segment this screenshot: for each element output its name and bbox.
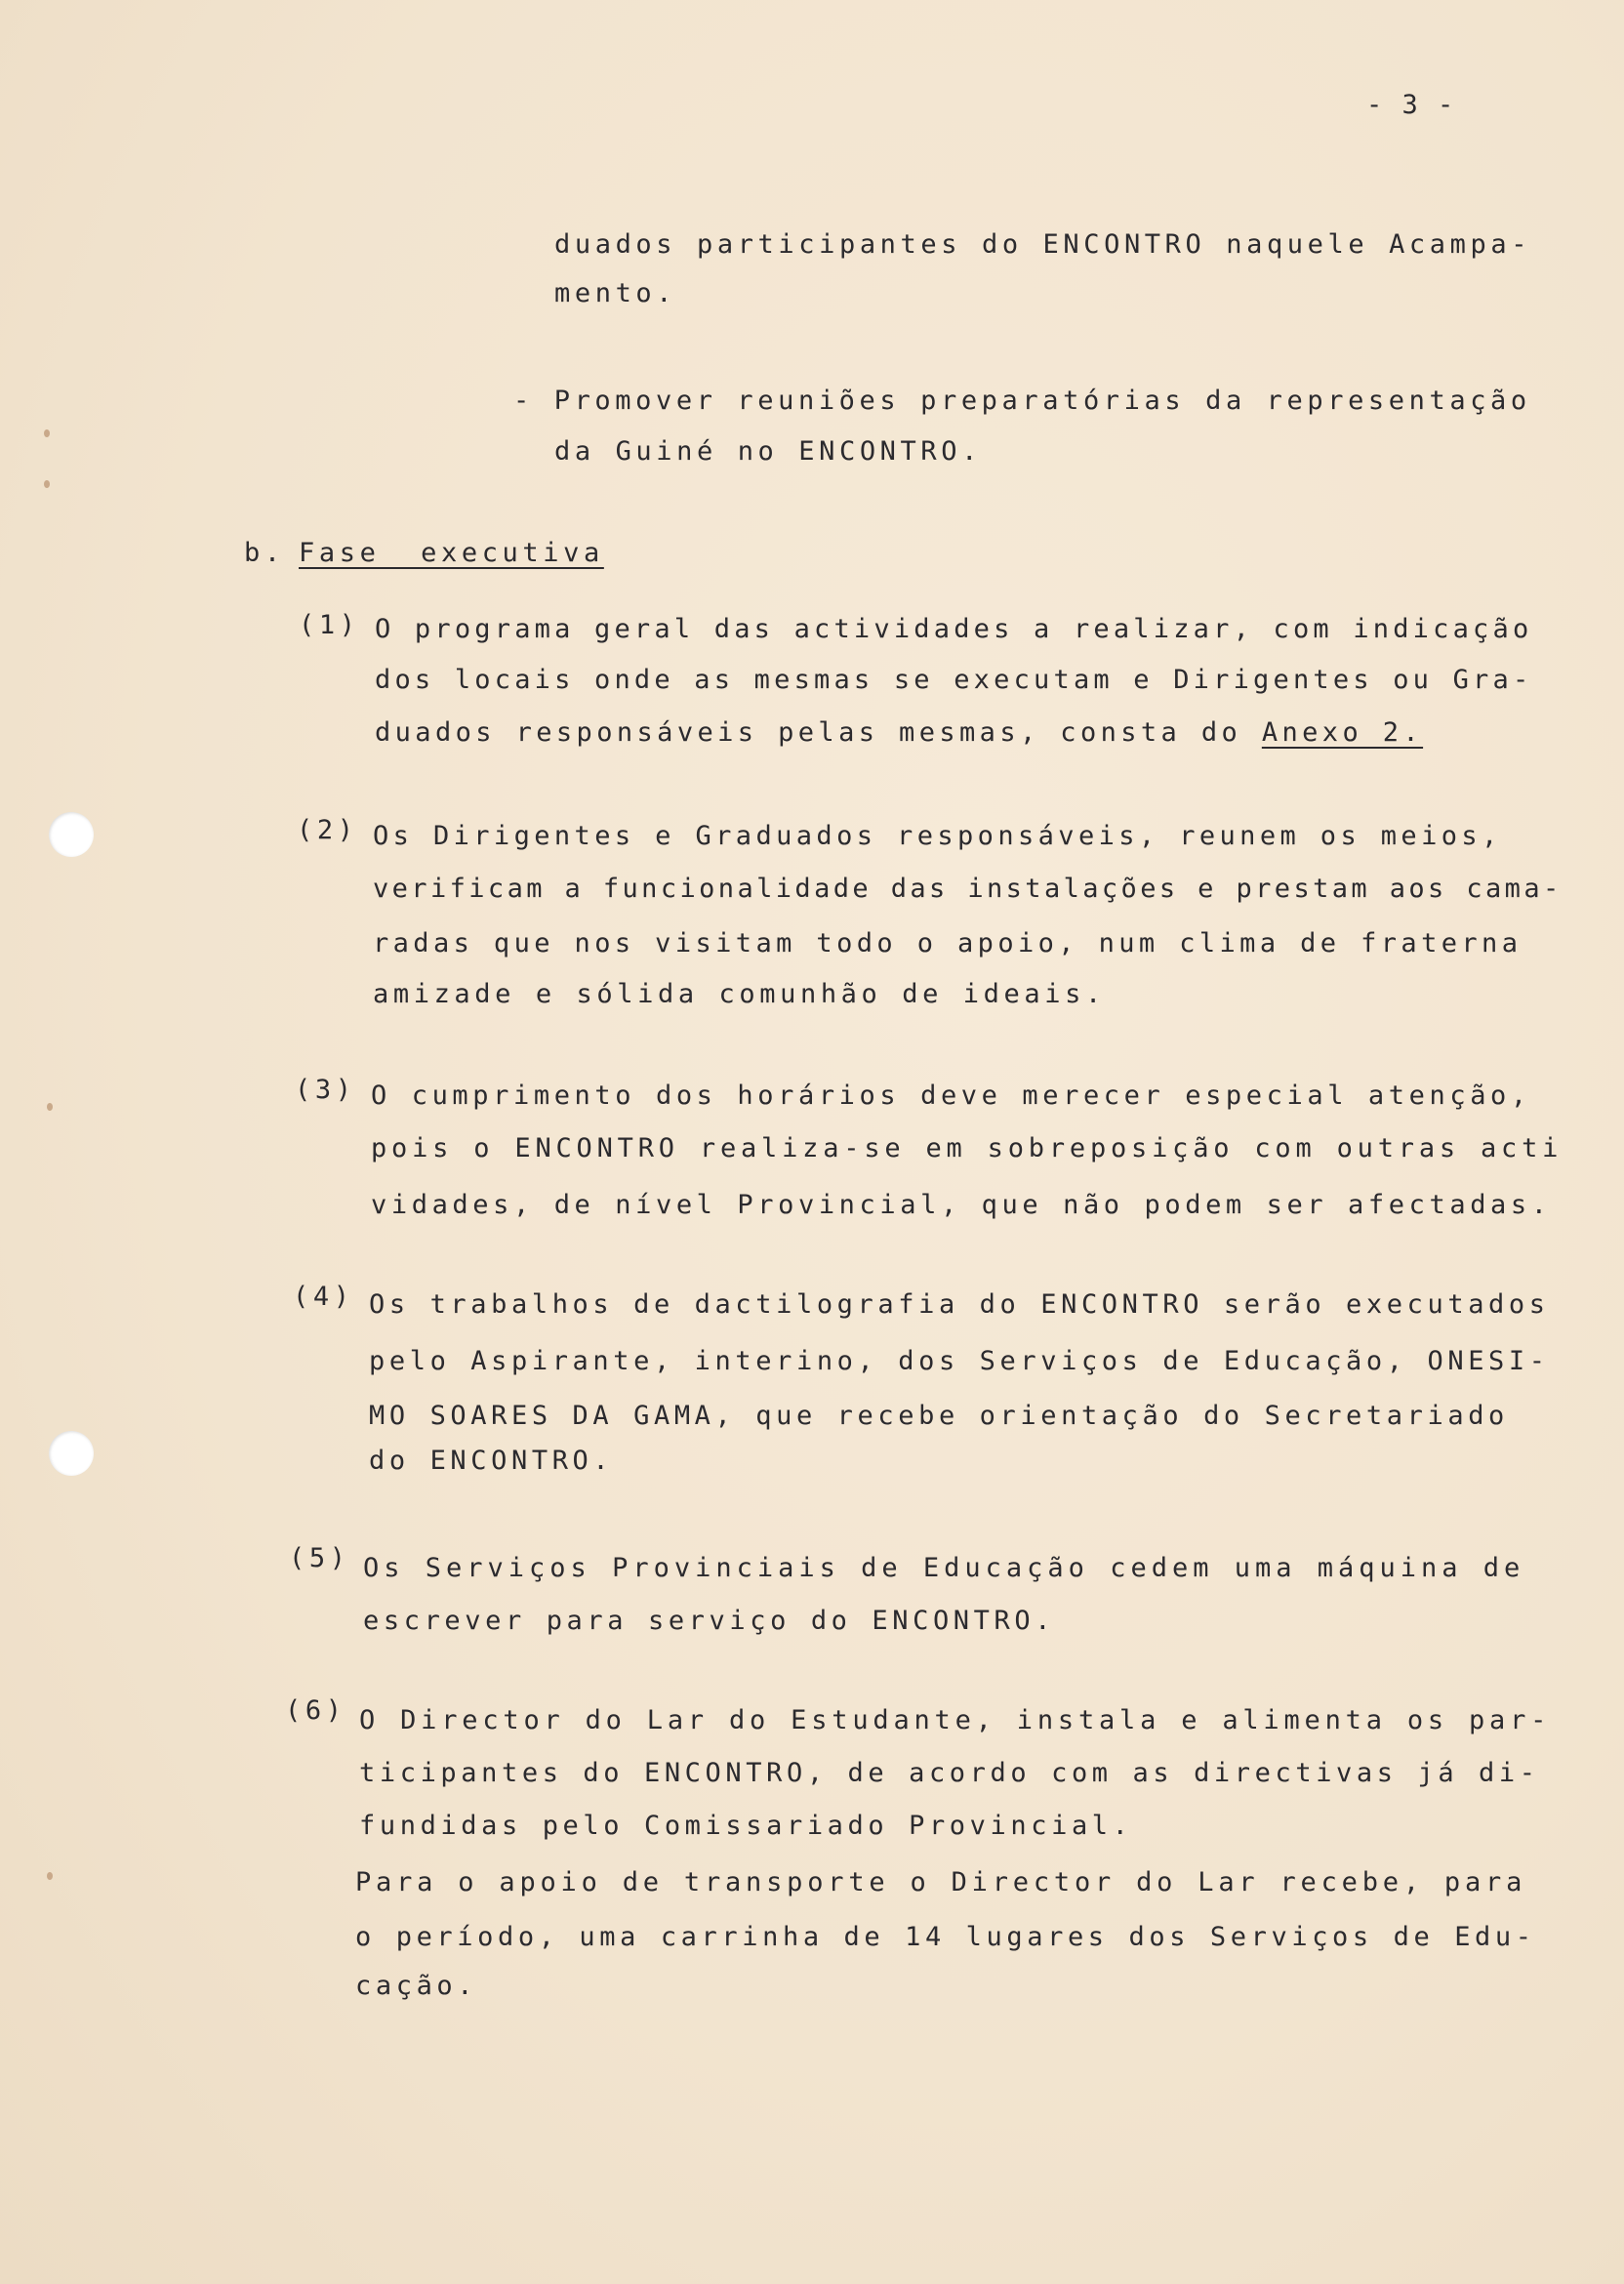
intro-line-2: mento.	[554, 278, 677, 308]
paper-speck	[47, 1103, 53, 1111]
annex-2-reference: Anexo 2.	[1261, 717, 1424, 748]
item-2-line-3: radas que nos visitam todo o apoio, num clima de fraterna	[373, 928, 1522, 958]
item-6-number: (6)	[285, 1695, 346, 1726]
item-4-line-4: do ENCONTRO.	[369, 1446, 614, 1476]
paper-speck	[44, 429, 50, 437]
punch-hole-bottom	[49, 1431, 94, 1476]
intro-line-4: da Guiné no ENCONTRO.	[554, 436, 982, 467]
paper-speck	[47, 1872, 53, 1880]
page-number: - 3 -	[1366, 90, 1456, 120]
intro-line-1: duados participantes do ENCONTRO naquele Acampa-	[554, 229, 1532, 260]
item-2-line-2: verificam a funcionalidade das instalações e prestam aos cama-	[373, 874, 1563, 904]
item-3-line-1: O cumprimento dos horários deve merecer especial atenção,	[371, 1081, 1531, 1111]
paper-speck	[44, 480, 50, 488]
item-6-line-1: O Director do Lar do Estudante, instala e alimenta os par-	[359, 1705, 1552, 1735]
item-4-line-2: pelo Aspirante, interino, dos Serviços de Educação, ONESI-	[369, 1346, 1550, 1376]
item-5-number: (5)	[289, 1543, 350, 1573]
item-1-number: (1)	[299, 610, 360, 640]
section-letter: b.	[244, 538, 285, 568]
item-5-line-2: escrever para serviço do ENCONTRO.	[363, 1606, 1056, 1636]
item-1-line-2: dos locais onde as mesmas se executam e Dirigentes ou Gra-	[375, 665, 1533, 695]
item-2-number: (2)	[297, 815, 358, 845]
item-6-line-3: fundidas pelo Comissariado Provincial.	[359, 1811, 1133, 1841]
item-4-number: (4)	[293, 1282, 354, 1312]
item-1-line-3	[375, 716, 1423, 750]
item-4-line-1: Os trabalhos de dactilografia do ENCONTRO serão executados	[369, 1289, 1550, 1320]
item-2-line-4: amizade e sólida comunhão de ideais.	[373, 979, 1106, 1009]
punch-hole-top	[49, 812, 94, 857]
item-6-line-5: o período, uma carrinha de 14 lugares dos Serviços de Edu-	[355, 1922, 1536, 1952]
item-6-line-2: ticipantes do ENCONTRO, de acordo com as directivas já di-	[359, 1758, 1540, 1788]
item-6-line-6: cação.	[355, 1971, 478, 2001]
item-1-line-3-text: duados responsáveis pelas mesmas, consta do	[375, 717, 1262, 748]
item-6-line-4: Para o apoio de transporte o Director do Lar recebe, para	[355, 1867, 1527, 1897]
item-3-line-3: vidades, de nível Provincial, que não podem ser afectadas.	[371, 1190, 1552, 1220]
section-title: Fase executiva	[299, 538, 604, 568]
item-2-line-1: Os Dirigentes e Graduados responsáveis, reunem os meios,	[373, 821, 1502, 851]
intro-line-3: - Promover reuniões preparatórias da representação	[513, 386, 1531, 416]
item-4-line-3: MO SOARES DA GAMA, que recebe orientação do Secretariado	[369, 1401, 1509, 1431]
item-5-line-1: Os Serviços Provinciais de Educação cedem uma máquina de	[363, 1553, 1525, 1583]
item-3-number: (3)	[295, 1075, 356, 1105]
item-1-line-1: O programa geral das actividades a realizar, com indicação	[375, 614, 1533, 644]
item-3-line-2: pois o ENCONTRO realiza-se em sobreposição com outras acti	[371, 1133, 1563, 1163]
